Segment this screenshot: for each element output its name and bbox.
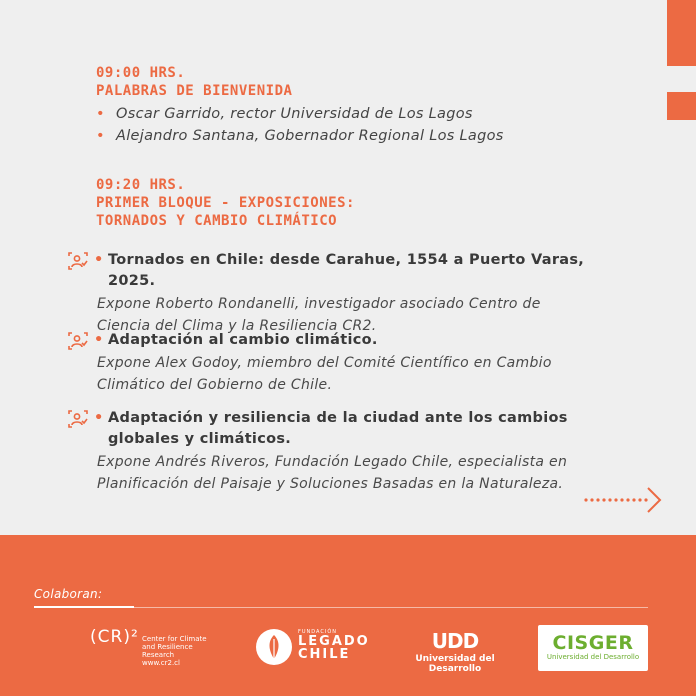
talk-item bbox=[68, 330, 628, 396]
welcome-heading: PALABRAS DE BIENVENIDA bbox=[96, 83, 293, 99]
talk-item bbox=[68, 408, 628, 495]
welcome-time: 09:00 HRS. bbox=[96, 65, 186, 81]
udd-logo: UDD Universidad del Desarrollo bbox=[415, 629, 495, 674]
bullet: • bbox=[96, 106, 105, 122]
list-item: • Alejandro Santana, Gobernador Regional Los Lagos bbox=[96, 125, 504, 147]
accent-bar-mid bbox=[667, 92, 696, 120]
accent-bar-top bbox=[667, 0, 696, 66]
talk-item bbox=[68, 250, 628, 337]
cr2-logo: (CR)² Center for Climate and Resilience Research www.cr2.cl bbox=[90, 627, 207, 667]
talk-description: Expone Roberto Rondanelli, investigador asociado Centro de Ciencia del Clima y la Resiliencia CR2. bbox=[97, 296, 541, 334]
list-item: • Oscar Garrido, rector Universidad de Los Lagos bbox=[96, 103, 504, 125]
legado-emblem-icon bbox=[256, 629, 292, 665]
welcome-section bbox=[96, 64, 504, 147]
talk-title: • Adaptación al cambio climático. bbox=[94, 332, 378, 348]
collab-label: Colaboran: bbox=[34, 587, 103, 601]
block1-time: 09:20 HRS. bbox=[96, 177, 186, 193]
welcome-speaker-list bbox=[96, 103, 504, 147]
bullet: • bbox=[96, 128, 105, 144]
next-arrow-icon[interactable] bbox=[584, 486, 664, 514]
block1-header bbox=[96, 176, 355, 230]
talk-title: • Adaptación y resiliencia de la ciudad ante los cambios globales y climáticos. bbox=[94, 410, 568, 447]
block1-heading-line1: PRIMER BLOQUE - EXPOSICIONES: bbox=[96, 195, 355, 211]
speaker-icon bbox=[68, 252, 88, 270]
cisger-logo: CISGER Universidad del Desarrollo bbox=[538, 625, 648, 671]
speaker-icon bbox=[68, 332, 88, 350]
block1-heading-line2: TORNADOS Y CAMBIO CLIMÁTICO bbox=[96, 213, 338, 229]
divider-accent bbox=[34, 606, 134, 608]
talk-title: • Tornados en Chile: desde Carahue, 1554 a Puerto Varas, 2025. bbox=[94, 252, 585, 289]
talk-description: Expone Alex Godoy, miembro del Comité Científico en Cambio Climático del Gobierno de Chile. bbox=[97, 355, 552, 393]
speaker-icon bbox=[68, 410, 88, 428]
talk-description: Expone Andrés Riveros, Fundación Legado Chile, especialista en Planificación del Paisaje y Soluciones Basadas en la Naturaleza. bbox=[97, 454, 568, 492]
footer: Colaboran: (CR)² Center for Climate and Resilience Research www.cr2.cl FUNDACIÓN LEGADO CHILE UDD Universidad del Desarrollo CISGER Universidad del Desarrollo bbox=[0, 535, 696, 696]
